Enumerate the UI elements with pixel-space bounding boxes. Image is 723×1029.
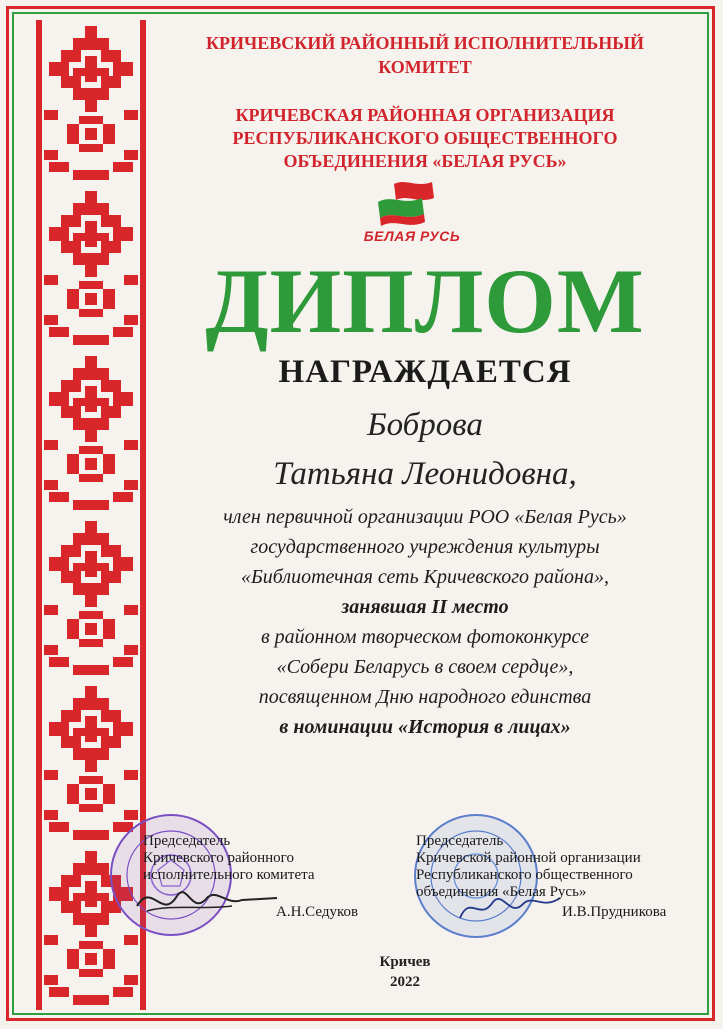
footer-year: 2022 [390, 974, 420, 990]
awarded-heading: НАГРАЖДАЕТСЯ [278, 354, 572, 390]
org2-line1: КРИЧЕВСКАЯ РАЙОННАЯ ОРГАНИЗАЦИЯ [235, 105, 615, 125]
body-line-8: в номинации «История в лицах» [279, 716, 571, 738]
left-sig-line1: Председатель [143, 833, 231, 849]
right-signatory-title [416, 833, 706, 901]
body-line-3: «Библиотечная сеть Кричевского района», [241, 566, 609, 588]
org1-line2: КОМИТЕТ [378, 57, 472, 77]
org2-line3: ОБЪЕДИНЕНИЯ «БЕЛАЯ РУСЬ» [283, 151, 567, 171]
left-signatory-name: А.Н.Седуков [276, 904, 359, 920]
right-sig-line2: Кричевской районной организации [416, 850, 641, 866]
logo-text: БЕЛАЯ РУСЬ [363, 228, 461, 244]
org1-line1: КРИЧЕВСКИЙ РАЙОННЫЙ ИСПОЛНИТЕЛЬНЫЙ [206, 33, 644, 53]
body-line-5: в районном творческом фотоконкурсе [260, 626, 590, 648]
right-sig-line4: объединения «Белая Русь» [416, 884, 587, 900]
left-signatory-title [143, 833, 373, 884]
right-sig-line1: Председатель [416, 833, 504, 849]
left-sig-line3: исполнительного комитета [143, 867, 315, 883]
body-line-4: занявшая II место [341, 596, 509, 618]
diploma-title: ДИПЛОМ [205, 250, 645, 352]
body-line-6: «Собери Беларусь в своем сердце», [276, 656, 574, 678]
org2-line2: РЕСПУБЛИКАНСКОГО ОБЩЕСТВЕННОГО [232, 128, 618, 148]
recipient-given-name: Татьяна Леонидовна, [273, 456, 577, 492]
left-sig-line2: Кричевского районного [143, 850, 294, 866]
body-line-2: государственного учреждения культуры [250, 536, 600, 558]
body-line-1: член первичной организации РОО «Белая Русь» [223, 506, 627, 528]
body-line-7: посвященном Дню народного единства [258, 686, 592, 708]
recipient-surname: Боброва [367, 407, 483, 443]
right-sig-line3: Республиканского общественного [416, 867, 633, 883]
right-signatory-name: И.В.Прудникова [562, 904, 667, 920]
footer-city: Кричев [379, 954, 431, 970]
